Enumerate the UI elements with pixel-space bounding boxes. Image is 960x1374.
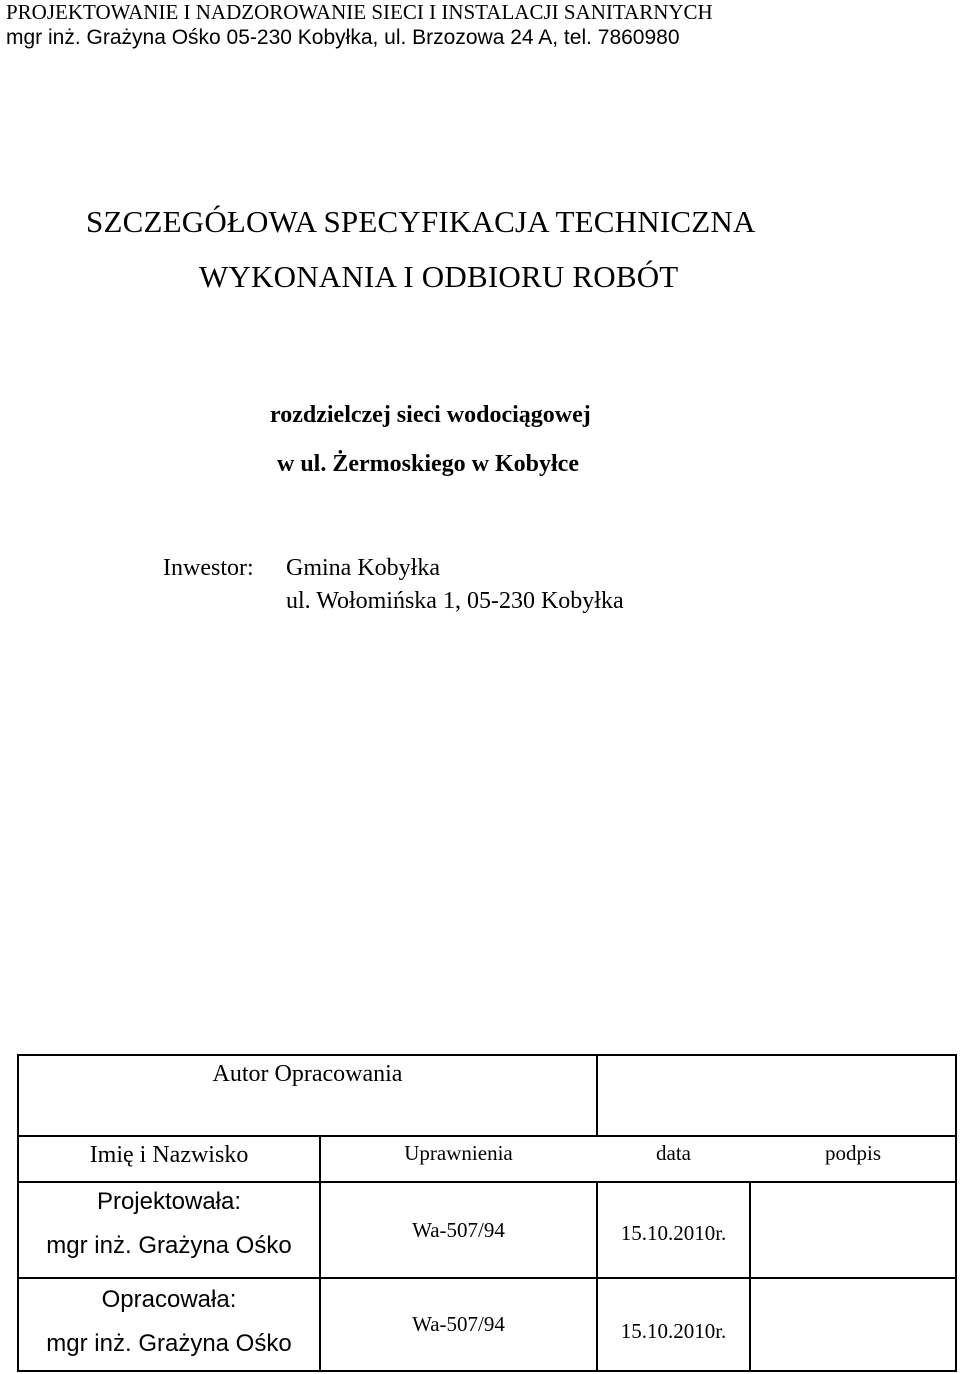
- row-1-signature: [751, 1183, 955, 1277]
- row-2-role: Opracowała:: [101, 1286, 237, 1313]
- row-2-signature: [751, 1279, 955, 1370]
- column-header-name: Imię i Nazwisko: [89, 1142, 249, 1168]
- row-1-role: Projektowała:: [96, 1188, 242, 1215]
- table-border: [596, 1054, 598, 1137]
- investor-address: ul. Wołomińska 1, 05-230 Kobyłka: [286, 588, 624, 614]
- company-header-contact: mgr inż. Grażyna Ośko 05-230 Kobyłka, ul. Brzozowa 24 A, tel. 7860980: [6, 26, 680, 49]
- table-border: [17, 1135, 957, 1137]
- column-header-signature: podpis: [824, 1141, 881, 1165]
- table-border: [17, 1054, 957, 1056]
- column-header-date: data: [656, 1141, 691, 1165]
- table-border: [17, 1370, 957, 1372]
- subject-line-2: w ul. Żermoskiego w Kobyłce: [277, 451, 579, 477]
- table-border: [955, 1054, 957, 1372]
- company-header-title: PROJEKTOWANIE I NADZOROWANIE SIECI I INSTALACJI SANITARNYCH: [6, 0, 713, 24]
- row-2-date: 15.10.2010r.: [620, 1319, 727, 1343]
- row-1-person: mgr inż. Grażyna Ośko: [46, 1232, 292, 1259]
- document-title-line-1: SZCZEGÓŁOWA SPECYFIKACJA TECHNICZNA: [86, 204, 756, 239]
- row-2-person: mgr inż. Grażyna Ośko: [46, 1330, 292, 1357]
- investor-name: Gmina Kobyłka: [286, 555, 440, 581]
- subject-line-1: rozdzielczej sieci wodociągowej: [270, 402, 591, 428]
- author-heading: Autor Opracowania: [212, 1061, 403, 1087]
- document-title-line-2: WYKONANIA I ODBIORU ROBÓT: [199, 259, 679, 294]
- column-header-licence: Uprawnienia: [404, 1141, 513, 1165]
- row-1-date: 15.10.2010r.: [620, 1221, 727, 1245]
- table-border: [596, 1181, 598, 1372]
- row-2-licence: Wa-507/94: [412, 1312, 505, 1336]
- investor-label: Inwestor:: [163, 555, 254, 581]
- table-border: [319, 1135, 321, 1372]
- row-1-licence: Wa-507/94: [412, 1218, 505, 1242]
